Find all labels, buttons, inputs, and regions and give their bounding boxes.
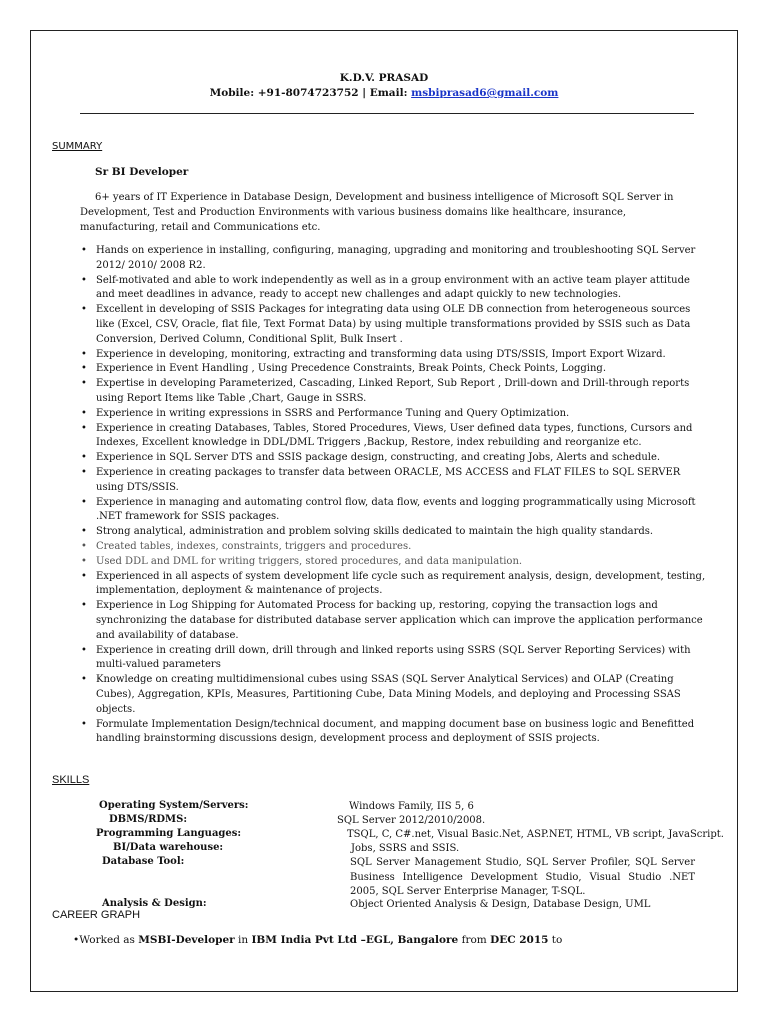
summary-intro: 6+ years of IT Experience in Database Design, Development and business intelligence of Microsoft SQL Server in Development, Test and Production Environments with various business domains like healthcare, insurance, manufacturing, retail and Communications etc. <box>80 192 674 233</box>
list-item <box>81 303 710 347</box>
bullet-text: Created tables, indexes, constraints, triggers and procedures. <box>96 540 412 552</box>
list-item <box>81 644 710 674</box>
list-item <box>81 540 710 555</box>
list-item <box>81 555 710 570</box>
list-item <box>81 348 710 363</box>
bullet-text: Experience in SQL Server DTS and SSIS package design, constructing, and creating Jobs, Alerts and schedule. <box>96 452 661 464</box>
bullet-text: Experience in creating Databases, Tables, Stored Procedures, Views, User defined data types, functions, Cursors and Indexes, Excellent knowledge in DDL/DML Triggers ,Backup, Restore, index rebuilding and reorganize etc. <box>96 422 693 449</box>
bullet-text: Used DDL and DML for writing triggers, stored procedures, and data manipulation. <box>96 555 523 567</box>
summary-bullets <box>80 244 710 747</box>
skill-label-programming: Programming Languages: <box>96 828 242 839</box>
bullet-text: Experienced in all aspects of system development life cycle such as requirement analysis, design, development, testing, implementation, deployment & maintenance of projects. <box>96 570 706 597</box>
bullet-icon: • <box>81 600 87 612</box>
skill-value-programming: TSQL, C, C#.net, Visual Basic.Net, ASP.NET, HTML, VB script, JavaScript. <box>347 829 724 840</box>
bullet-icon: • <box>81 304 87 316</box>
career-heading: CAREER GRAPH <box>52 909 141 921</box>
bullet-icon: • <box>81 555 87 567</box>
candidate-name: K.D.V. PRASAD <box>339 72 429 84</box>
skills-heading: SKILLS <box>52 774 90 786</box>
list-item <box>81 525 710 540</box>
bullet-text: Experience in Log Shipping for Automated Process for backing up, restoring, copying the transaction logs and synchronizing the database for distributed database server application which can improve the application performance and availability of database. <box>96 600 703 641</box>
skill-label-bi: BI/Data warehouse: <box>113 842 224 853</box>
list-item <box>81 377 710 407</box>
career-date: DEC 2015 <box>490 934 549 946</box>
bullet-text: Formulate Implementation Design/technical document, and mapping document base on business logic and Benefitted handling brainstorming discussions design, development process and deployment of SSIS projects. <box>96 718 695 745</box>
bullet-icon: • <box>81 718 87 730</box>
list-item <box>81 407 710 422</box>
bullet-icon: • <box>81 378 87 390</box>
career-text: Worked as <box>79 934 139 946</box>
career-entry <box>73 934 562 946</box>
bullet-text: Experience in managing and automating control flow, data flow, events and logging programmatically using Microsoft .NET framework for SSIS packages. <box>96 496 696 523</box>
list-item <box>81 673 710 717</box>
bullet-icon: • <box>81 407 87 419</box>
career-text: to <box>548 934 563 946</box>
skill-label-analysis: Analysis & Design: <box>102 898 207 909</box>
bullet-icon: • <box>81 363 87 375</box>
list-item <box>81 422 710 452</box>
bullet-text: Hands on experience in installing, configuring, managing, upgrading and monitoring and troubleshooting SQL Server 2012/ 2010/ 2008 R2. <box>96 245 696 271</box>
bullet-icon: • <box>81 674 87 686</box>
list-item <box>81 570 710 600</box>
skill-label-dbms: DBMS/RDMS: <box>109 814 188 825</box>
skill-value-bi: Jobs, SSRS and SSIS. <box>351 843 460 854</box>
email-link[interactable]: msbiprasad6@gmail.com <box>411 87 559 99</box>
bullet-text: Strong analytical, administration and problem solving skills dedicated to maintain the high quality standards. <box>96 526 654 538</box>
skill-value-analysis: Object Oriented Analysis & Design, Database Design, UML <box>350 899 651 910</box>
bullet-icon: • <box>81 570 87 582</box>
bullet-text: Excellent in developing of SSIS Packages for integrating data using OLE DB connection from heterogeneous sources like (Excel, CSV, Oracle, flat file, Text Format Data) by using multiple transformations provided by SSIS such as Data Conversion, Derived Column, Conditional Split, Bulk Insert . <box>96 304 691 345</box>
career-text: in <box>234 934 252 946</box>
bullet-text: Expertise in developing Parameterized, Cascading, Linked Report, Sub Report , Drill-down and Drill-through reports using Report Items like Table ,Chart, Gauge in SSRS. <box>96 378 690 404</box>
bullet-text: Experience in creating packages to transfer data between ORACLE, MS ACCESS and FLAT FILES to SQL SERVER using DTS/SSIS. <box>96 466 681 493</box>
bullet-icon: • <box>81 526 87 538</box>
list-item <box>81 274 710 304</box>
bullet-text: Experience in creating drill down, drill through and linked reports using SSRS (SQL Server Reporting Services) with multi-valued parameters <box>96 644 691 671</box>
bullet-icon: • <box>81 644 87 656</box>
career-company: IBM India Pvt Ltd –EGL, Bangalore <box>251 934 459 946</box>
contact-line <box>0 87 768 99</box>
bullet-icon: • <box>81 466 87 478</box>
bullet-text: Knowledge on creating multidimensional cubes using SSAS (SQL Server Analytical Services) and OLAP (Creating Cubes), Aggregation, KPIs, Measures, Partitioning Cube, Data Mining Models, and deploying and Processing SSAS objects. <box>96 674 681 715</box>
list-item <box>81 496 710 526</box>
skill-value-os: Windows Family, IIS 5, 6 <box>349 801 474 812</box>
skill-label-os: Operating System/Servers: <box>99 800 249 811</box>
skill-value-db-tool: SQL Server Management Studio, SQL Server Profiler, SQL Server Business Intelligence Development Studio, Visual Studio .NET 2005, SQL Server Enterprise Manager, T-SQL. <box>350 857 695 897</box>
bullet-icon: • <box>81 348 87 360</box>
list-item <box>81 466 710 496</box>
list-item <box>81 244 710 274</box>
bullet-icon: • <box>81 274 87 286</box>
list-item <box>81 718 710 748</box>
summary-heading: SUMMARY <box>52 141 103 152</box>
bullet-text: Self-motivated and able to work independently as well as in a group environment with an active team player attitude and meet deadlines in advance, ready to accept new challenges and adapt quickly to new technologies. <box>96 274 690 301</box>
skill-label-db-tool: Database Tool: <box>102 856 185 867</box>
header-divider <box>80 113 694 114</box>
bullet-text: Experience in developing, monitoring, extracting and transforming data using DTS/SSIS, Import Export Wizard. <box>96 348 666 360</box>
career-text: from <box>458 934 491 946</box>
list-item <box>81 362 710 377</box>
bullet-text: Experience in Event Handling , Using Precedence Constraints, Break Points, Check Points, Logging. <box>96 363 607 375</box>
bullet-icon: • <box>81 245 87 256</box>
bullet-icon: • <box>81 540 87 552</box>
contact-phone: Mobile: +91-8074723752 | Email: <box>209 87 412 99</box>
skill-value-dbms: SQL Server 2012/2010/2008. <box>337 815 486 826</box>
role-title: Sr BI Developer <box>95 166 189 178</box>
bullet-text: Experience in writing expressions in SSRS and Performance Tuning and Query Optimization. <box>96 407 570 419</box>
bullet-icon: • <box>73 934 80 946</box>
career-role: MSBI-Developer <box>138 934 235 946</box>
bullet-icon: • <box>81 422 87 434</box>
bullet-icon: • <box>81 452 87 464</box>
list-item <box>81 451 710 466</box>
list-item <box>81 599 710 643</box>
bullet-icon: • <box>81 496 87 508</box>
